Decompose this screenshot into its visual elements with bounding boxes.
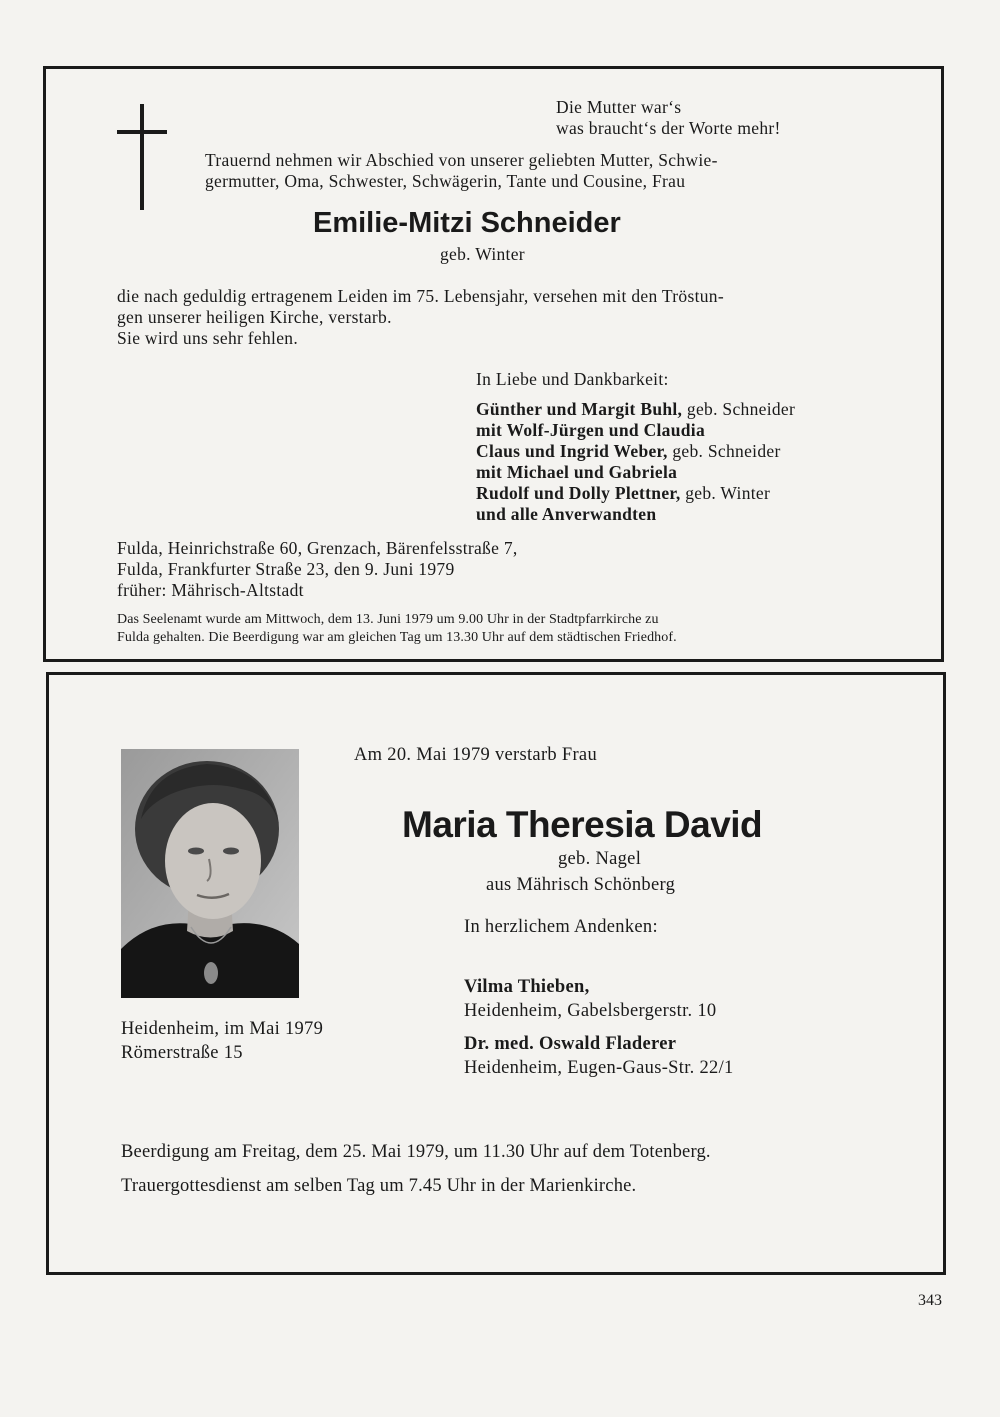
- mourner-line: und alle Anverwandten: [476, 504, 657, 524]
- remembrance-line: In herzlichem Andenken:: [464, 917, 658, 937]
- address-line-2: Fulda, Frankfurter Straße 23, den 9. Juni 1979: [117, 559, 455, 579]
- address-line-1: Fulda, Heinrichstraße 60, Grenzach, Bärenfelsstraße 7,: [117, 538, 518, 558]
- portrait-photo: [121, 749, 299, 998]
- notice-intro: Am 20. Mai 1979 verstarb Frau: [354, 745, 597, 765]
- cross-icon: [140, 104, 144, 210]
- place-line-1: Heidenheim, im Mai 1979: [121, 1019, 324, 1039]
- service-line-1: Das Seelenamt wurde am Mittwoch, dem 13. Juni 1979 um 9.00 Uhr in der Stadtpfarrkirche zu: [117, 612, 659, 627]
- text-line-2: gen unserer heiligen Kirche, verstarb.: [117, 307, 392, 327]
- mourner-address: Heidenheim, Gabelsbergerstr. 10: [464, 1001, 717, 1021]
- funeral-line-1: Beerdigung am Freitag, dem 25. Mai 1979, um 11.30 Uhr auf dem Totenberg.: [121, 1142, 711, 1162]
- mourner-line: Claus und Ingrid Weber, geb. Schneider: [476, 441, 781, 461]
- mourner-line: Günther und Margit Buhl, geb. Schneider: [476, 399, 796, 419]
- intro-line-2: germutter, Oma, Schwester, Schwägerin, Tante und Cousine, Frau: [205, 171, 686, 191]
- mourner-line: mit Wolf-Jürgen und Claudia: [476, 420, 706, 440]
- mourner-line: mit Michael und Gabriela: [476, 462, 678, 482]
- mourner-name: Dr. med. Oswald Fladerer: [464, 1034, 677, 1054]
- motto-line-2: was braucht‘s der Worte mehr!: [556, 118, 781, 138]
- cross-icon-bar: [117, 130, 167, 134]
- mourner-name: Vilma Thieben,: [464, 977, 590, 997]
- funeral-line-2: Trauergottesdienst am selben Tag um 7.45 Uhr in der Marienkirche.: [121, 1176, 637, 1196]
- gratitude-line: In Liebe und Dankbarkeit:: [476, 369, 669, 389]
- page-number: 343: [918, 1292, 942, 1309]
- deceased-name: Maria Theresia David: [402, 804, 763, 845]
- maiden-name: geb. Winter: [440, 244, 525, 264]
- mourner-line: Rudolf und Dolly Plettner, geb. Winter: [476, 483, 771, 503]
- motto-line-1: Die Mutter war‘s: [556, 97, 682, 117]
- deceased-name: Emilie-Mitzi Schneider: [313, 207, 621, 239]
- intro-line-1: Trauernd nehmen wir Abschied von unserer geliebten Mutter, Schwie-: [205, 150, 718, 170]
- address-line-3: früher: Mährisch-Altstadt: [117, 580, 304, 600]
- origin-line: aus Mährisch Schönberg: [486, 875, 676, 895]
- text-line-1: die nach geduldig ertragenem Leiden im 75. Lebensjahr, versehen mit den Tröstun-: [117, 286, 724, 306]
- mourner-address: Heidenheim, Eugen-Gaus-Str. 22/1: [464, 1058, 734, 1078]
- maiden-name: geb. Nagel: [558, 849, 642, 869]
- service-line-2: Fulda gehalten. Die Beerdigung war am gleichen Tag um 13.30 Uhr auf dem städtischen Friedhof.: [117, 630, 677, 645]
- text-line-3: Sie wird uns sehr fehlen.: [117, 328, 299, 348]
- place-line-2: Römerstraße 15: [121, 1043, 243, 1063]
